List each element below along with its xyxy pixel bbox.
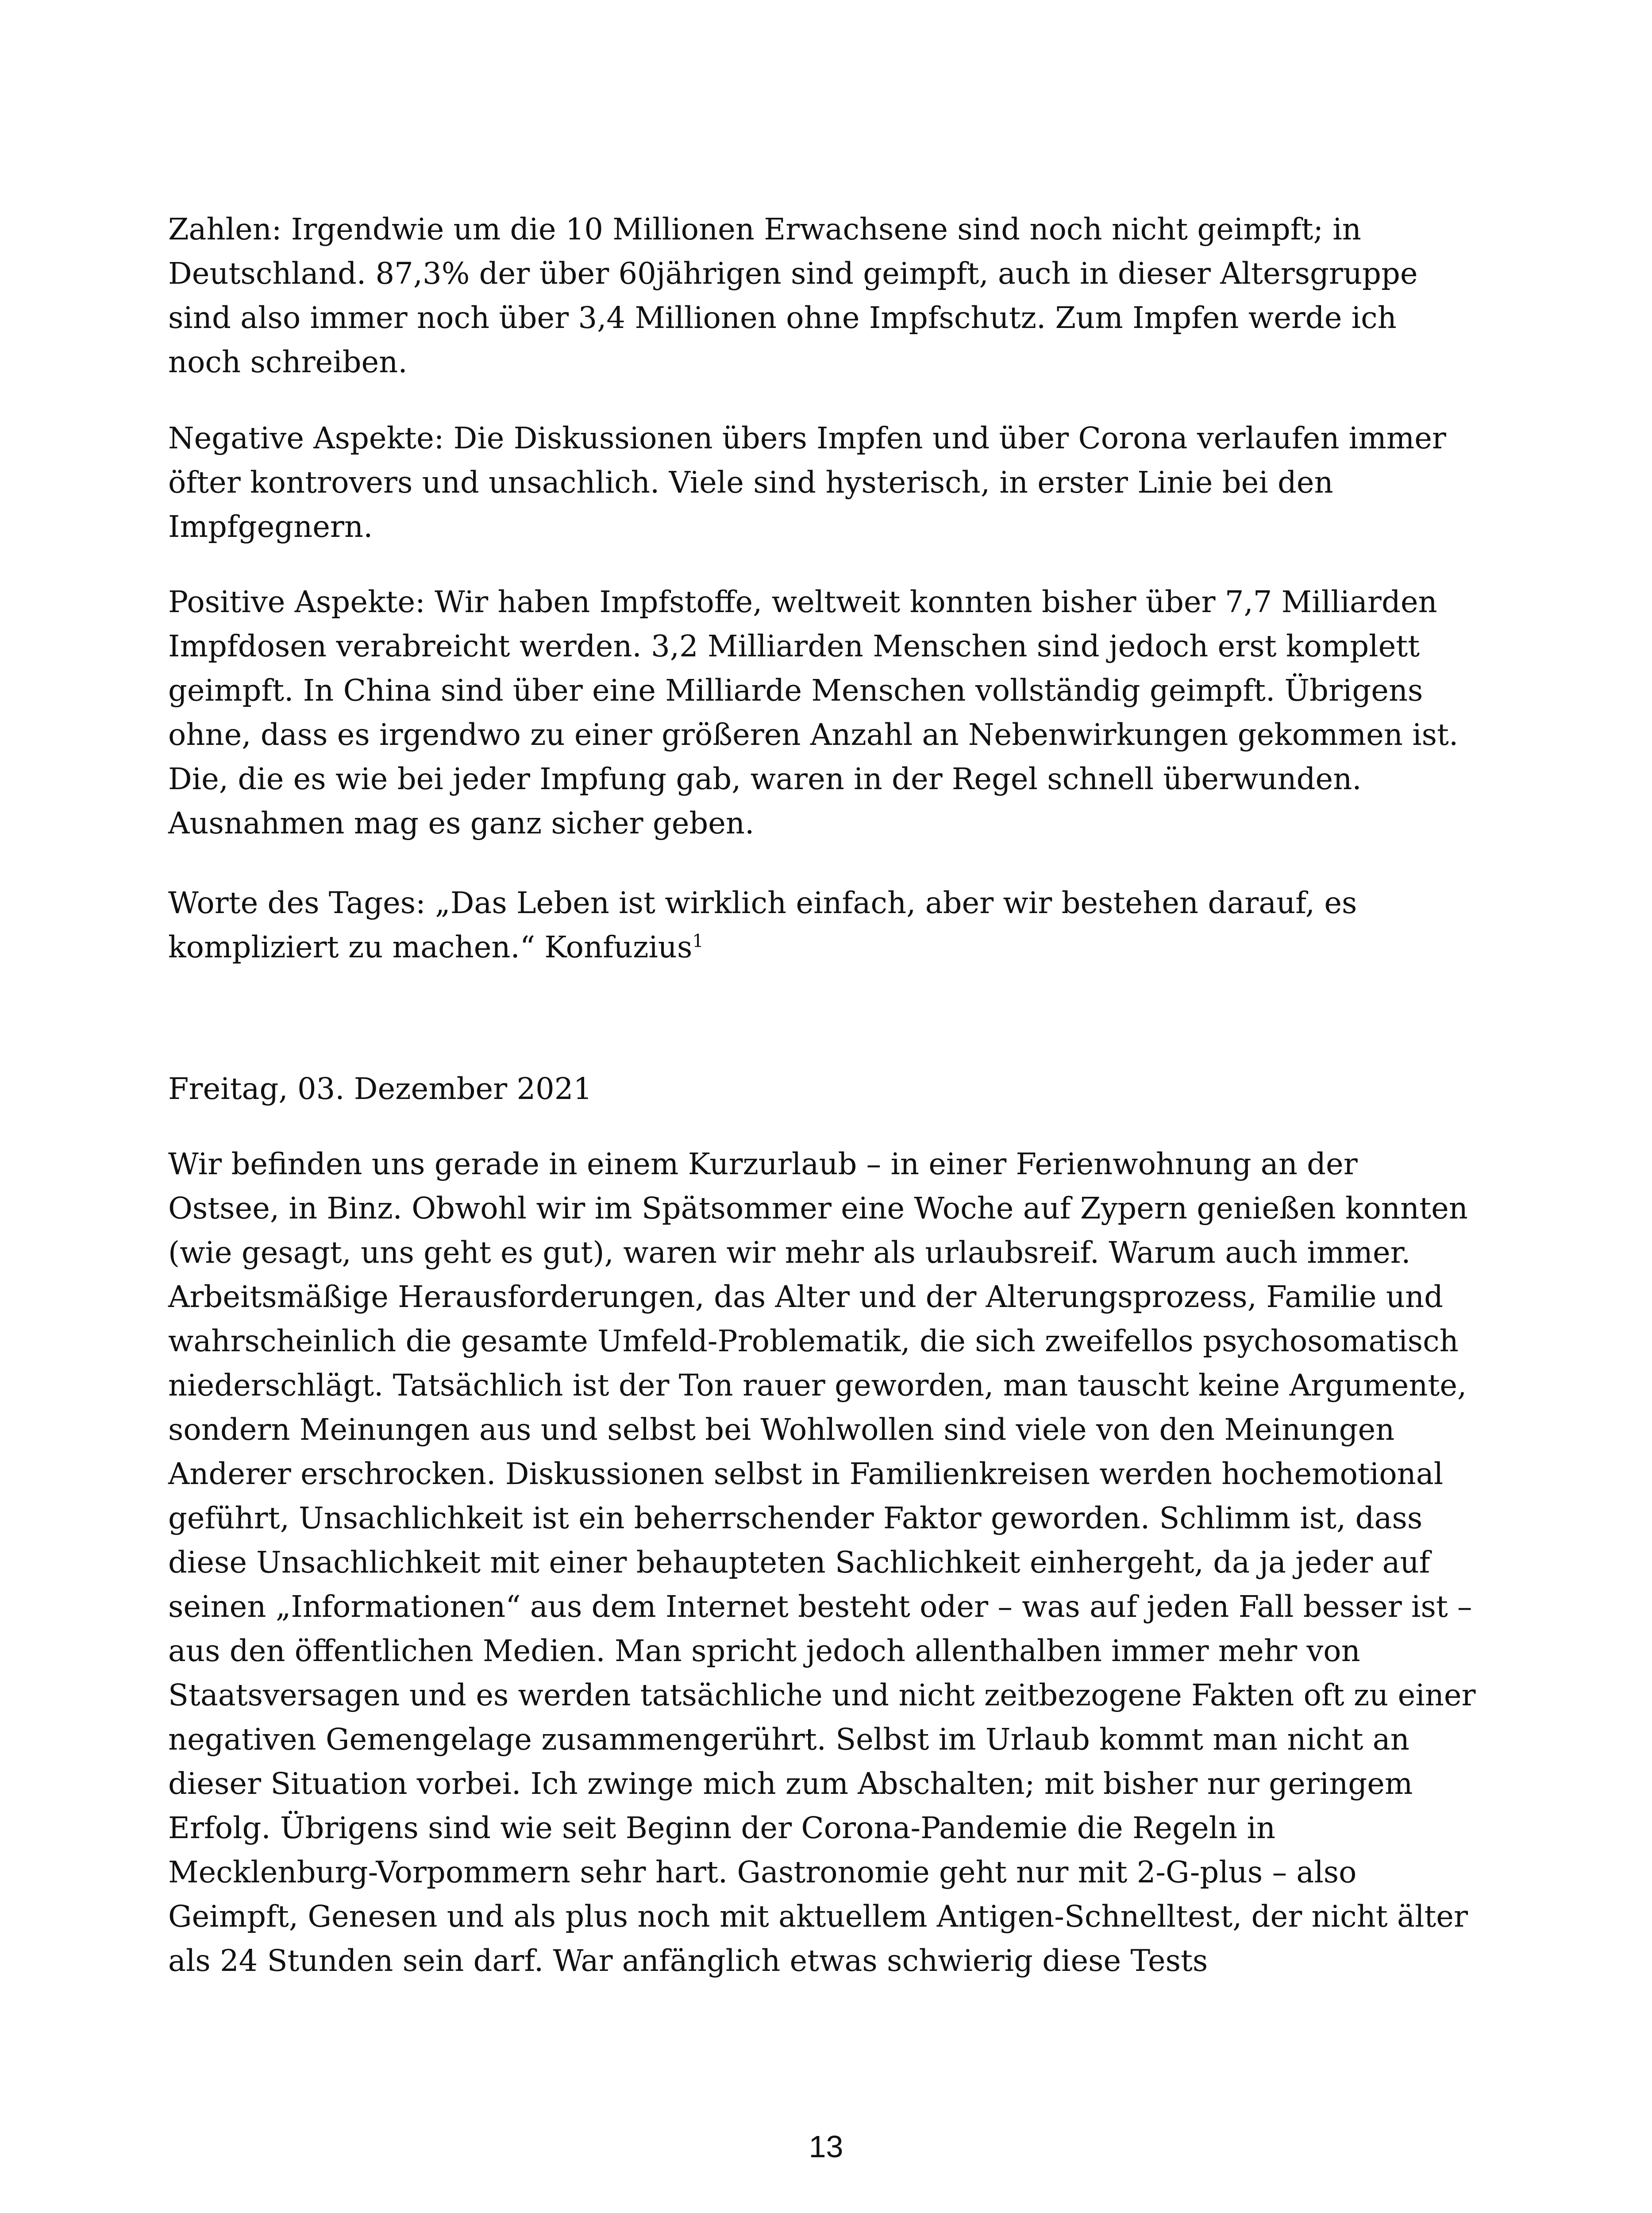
page-number: 13 [809, 2129, 843, 2164]
quote-text: Worte des Tages: „Das Leben ist wirklich einfach, aber wir bestehen darauf, es kompliziert zu machen.“ Konfuzius [168, 886, 1357, 964]
footnote-marker[interactable]: 1 [692, 931, 704, 952]
entry-date-heading: Freitag, 03. Dezember 2021 [168, 1072, 593, 1106]
paragraph-positive-aspects: Positive Aspekte: Wir haben Impfstoffe, weltweit konnten bisher über 7,7 Milliarden Impfdosen verabreicht werden. 3,2 Milliarden Menschen sind jedoch erst komplett geimpft. In China sind über eine Milliarde Menschen vollständig geimpft. Übrigens ohne, dass es irgendwo zu einer größeren Anzahl an Nebenwirkungen gekommen ist. Die, die es wie bei jeder Impfung gab, waren in der Regel schnell überwunden. Ausnahmen mag es ganz sicher geben. [168, 585, 1459, 840]
paragraph-vacation-entry: Wir befinden uns gerade in einem Kurzurlaub – in einer Ferienwohnung an der Ostsee, in Binz. Obwohl wir im Spätsommer eine Woche auf Zypern genießen konnten (wie gesagt, uns geht es gut), waren wir mehr als urlaubsreif. Warum auch immer. Arbeitsmäßige Herausforderungen, das Alter und der Alterungsprozess, Familie und wahrscheinlich die gesamte Umfeld-Problematik, die sich zweifellos psychosomatisch niederschlägt. Tatsächlich ist der Ton rauer geworden, man tauscht keine Argumente, sondern Meinungen aus und selbst bei Wohlwollen sind viele von den Meinungen Anderer erschrocken. Diskussionen selbst in Familienkreisen werden hochemotional geführt, Unsachlichkeit ist ein beherrschender Faktor geworden. Schlimm ist, dass diese Unsachlichkeit mit einer behaupteten Sachlichkeit einhergeht, da ja jeder auf seinen „Informationen“ aus dem Internet besteht oder – was auf jeden Fall besser ist – aus den öffentlichen Medien. Man spricht jedoch allenthalben immer mehr von Staatsversagen und es werden tatsächliche und nicht zeitbezogene Fakten oft zu einer negativen Gemengelage zusammengerührt. Selbst im Urlaub kommt man nicht an dieser Situation vorbei. Ich zwinge mich zum Abschalten; mit bisher nur geringem Erfolg. Übrigens sind wie seit Beginn der Corona-Pandemie die Regeln in Mecklenburg-Vorpommern sehr hart. Gastronomie geht nur mit 2-G-plus – also Geimpft, Genesen und als plus noch mit aktuellem Antigen-Schnelltest, der nicht älter als 24 Stunden sein darf. War anfänglich etwas schwierig diese Tests [168, 1147, 1476, 1978]
paragraph-negative-aspects: Negative Aspekte: Die Diskussionen übers Impfen und über Corona verlaufen immer öfter kontrovers und unsachlich. Viele sind hysterisch, in erster Linie bei den Impfgegnern. [168, 421, 1446, 544]
paragraph-numbers: Zahlen: Irgendwie um die 10 Millionen Erwachsene sind noch nicht geimpft; in Deutschland. 87,3% der über 60jährigen sind geimpft, auch in dieser Altersgruppe sind also immer noch über 3,4 Millionen ohne Impfschutz. Zum Impfen werde ich noch schreiben. [168, 212, 1418, 379]
paragraph-quote-of-the-day [168, 881, 1478, 969]
